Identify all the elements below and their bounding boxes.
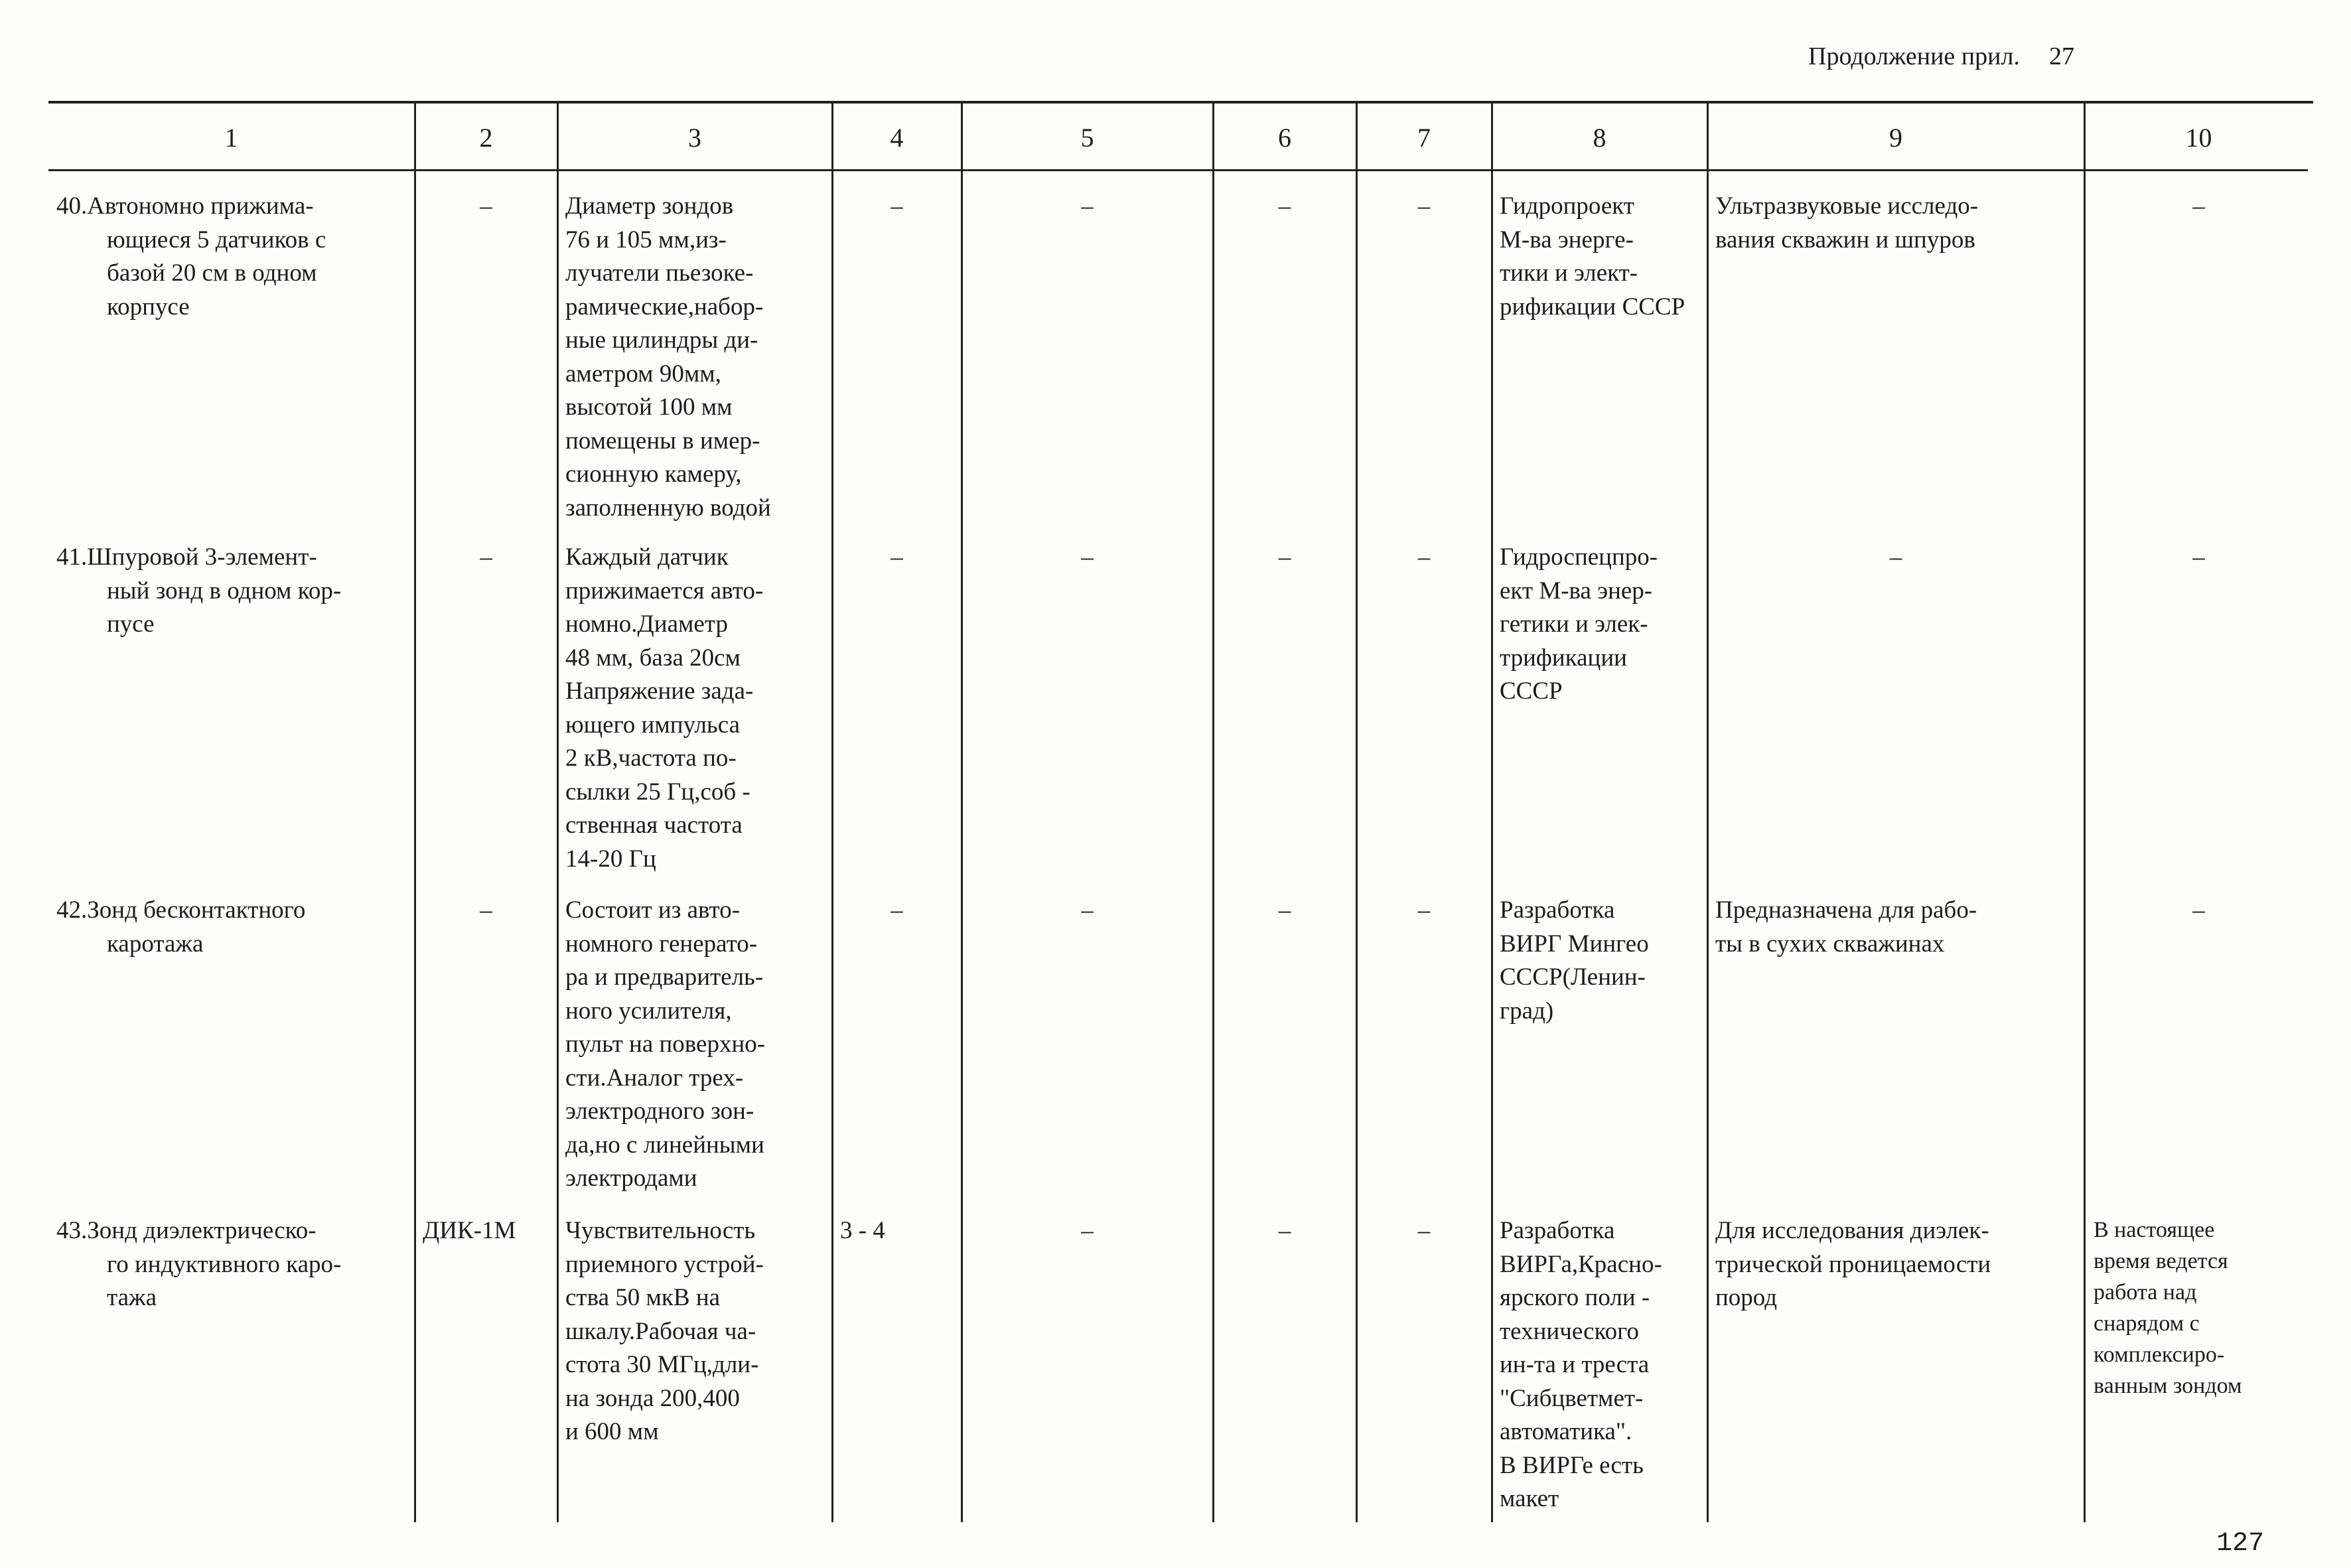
cell-line: работа над (2094, 1280, 2197, 1305)
cell-line: сти.Аналог трех- (565, 1064, 744, 1092)
cell-line: гетики и элек- (1500, 610, 1648, 638)
column-header-7: 7 (1417, 123, 1431, 153)
cell-line: град) (1500, 997, 1554, 1025)
cell-line: ющиеся 5 датчиков с (107, 226, 326, 253)
cell-line: каротажа (107, 930, 204, 958)
cell-line: пульт на поверхно- (565, 1031, 766, 1058)
table-cell-col3 (557, 894, 832, 1196)
cell-line: – (1417, 896, 1431, 924)
table-cell-col9 (1707, 894, 2084, 961)
cell-line: – (891, 896, 903, 924)
column-header-1: 1 (224, 123, 238, 153)
table-cell-col5 (962, 541, 1213, 575)
table-cell-col5 (962, 1214, 1213, 1248)
cell-line: трической проницаемости (1715, 1250, 1991, 1278)
cell-line: – (480, 543, 492, 571)
cell-line: технического (1500, 1317, 1639, 1345)
cell-line: – (1417, 192, 1431, 220)
cell-line: корпусе (107, 293, 190, 321)
table-cell-col4 (832, 190, 962, 224)
cell-line: ные цилиндры ди- (565, 326, 758, 354)
table-cell-col2 (415, 190, 557, 224)
table-cell-col3 (557, 190, 832, 525)
cell-line: базой 20 см в одном (107, 259, 317, 287)
table-cell-col7 (1356, 541, 1492, 575)
column-header-10: 10 (2185, 123, 2212, 153)
cell-line: ства 50 мкВ на (565, 1284, 721, 1311)
cell-line: Гидропроект (1500, 192, 1634, 220)
cell-line: ного усилителя, (565, 997, 732, 1025)
table-cell-col4 (832, 541, 962, 575)
cell-line: СССР (1500, 677, 1563, 705)
cell-line: на зонда 200,400 (565, 1384, 740, 1412)
table-cell-col8 (1492, 894, 1707, 1028)
cell-line: ДИК-1М (423, 1217, 516, 1244)
table-cell-col7 (1356, 190, 1492, 224)
table-cell-col7 (1356, 894, 1492, 928)
table-cell-col10 (2084, 894, 2313, 928)
table-cell-col10 (2084, 1214, 2313, 1401)
cell-line: – (1081, 192, 1094, 220)
cell-line: заполненную водой (565, 494, 771, 522)
cell-line: ванным зондом (2094, 1374, 2242, 1398)
table-cell-col10 (2084, 190, 2313, 224)
table-cell-col5 (962, 190, 1213, 224)
table-cell-col4 (832, 1214, 962, 1248)
cell-line: стота 30 МГц,дли- (565, 1351, 759, 1378)
cell-line: – (480, 192, 492, 220)
cell-line: – (891, 543, 903, 571)
cell-line: го индуктивного каро- (107, 1250, 342, 1278)
cell-line: приемного устрой- (565, 1250, 764, 1278)
cell-line: Напряжение зада- (565, 677, 754, 705)
cell-line: лучатели пьезоке- (565, 259, 754, 287)
table-cell-col1 (48, 541, 414, 642)
cell-line: 43.Зонд диэлектрическо- (56, 1217, 317, 1244)
cell-line: пород (1715, 1284, 1778, 1311)
cell-line: М-ва энерге- (1500, 226, 1634, 253)
cell-line: тажа (107, 1284, 157, 1311)
cell-line: ярского поли - (1500, 1284, 1650, 1311)
cell-line: Каждый датчик (565, 543, 729, 571)
cell-line: – (1889, 543, 1902, 571)
cell-line: 14-20 Гц (565, 845, 656, 873)
table-cell-col7 (1356, 1214, 1492, 1248)
cell-line: Чувствительность (565, 1217, 756, 1244)
cell-line: 42.Зонд бесконтактного (56, 896, 306, 924)
cell-line: макет (1500, 1485, 1559, 1512)
table-cell-col6 (1213, 894, 1356, 928)
cell-line: 48 мм, база 20см (565, 644, 741, 672)
cell-line: – (1278, 1217, 1291, 1244)
cell-line: электродного зон- (565, 1098, 754, 1125)
cell-line: комплексиро- (2094, 1342, 2225, 1367)
cell-line: "Сибцветмет- (1500, 1384, 1644, 1412)
column-header-3: 3 (688, 123, 701, 153)
cell-line: – (1278, 896, 1291, 924)
cell-line: шкалу.Рабочая ча- (565, 1317, 756, 1345)
cell-line: аметром 90мм, (565, 360, 721, 388)
cell-line: – (1081, 543, 1094, 571)
table-cell-col2 (415, 541, 557, 575)
cell-line: ект М-ва энер- (1500, 577, 1653, 605)
cell-line: – (1417, 543, 1431, 571)
cell-line: номного генерато- (565, 930, 758, 958)
table-cell-col8 (1492, 1214, 1707, 1516)
cell-line: ВИРГ Мингео (1500, 930, 1649, 958)
cell-line: высотой 100 мм (565, 393, 733, 421)
cell-line: 2 кВ,частота по- (565, 745, 737, 772)
cell-line: сионную камеру, (565, 461, 742, 488)
cell-line: номно.Диаметр (565, 610, 728, 638)
table-cell-col1 (48, 894, 414, 961)
cell-line: – (1278, 192, 1291, 220)
cell-line: рификации СССР (1500, 293, 1685, 321)
cell-line: – (2192, 896, 2205, 924)
cell-line: ственная частота (565, 812, 743, 839)
cell-line: ты в сухих скважинах (1715, 930, 1945, 958)
table-cell-col6 (1213, 1214, 1356, 1248)
cell-line: – (1278, 543, 1291, 571)
cell-line: помещены в имер- (565, 427, 760, 455)
table-cell-col9 (1707, 541, 2084, 575)
column-header-5: 5 (1080, 123, 1094, 153)
table-cell-col3 (557, 1214, 832, 1449)
table-cell-col2 (415, 894, 557, 928)
page-number: 127 (2216, 1529, 2265, 1559)
table-cell-col9 (1707, 190, 2084, 257)
table-cell-col1 (48, 190, 414, 324)
table-cell-col4 (832, 894, 962, 928)
cell-line: ин-та и треста (1500, 1351, 1650, 1378)
cell-line: 76 и 105 мм,из- (565, 226, 727, 253)
cell-line: – (2192, 192, 2205, 220)
cell-line: – (1081, 896, 1094, 924)
table-cell-col9 (1707, 1214, 2084, 1315)
cell-line: – (1081, 1217, 1094, 1244)
cell-line: 40.Автономно прижима- (56, 192, 314, 220)
cell-line: время ведется (2094, 1249, 2228, 1273)
column-header-4: 4 (890, 123, 904, 153)
cell-line: Ультразвуковые исследо- (1715, 192, 1979, 220)
cell-line: – (1417, 1217, 1431, 1244)
appendix-number: 27 (2048, 42, 2074, 70)
table-cell-col3 (557, 541, 832, 876)
cell-line: 3 - 4 (840, 1217, 885, 1244)
cell-line: ВИРГа,Красно- (1500, 1250, 1662, 1278)
table-cell-col10 (2084, 541, 2313, 575)
cell-line: тики и элект- (1500, 259, 1638, 287)
cell-line: Предназначена для рабо- (1715, 896, 1977, 924)
cell-line: – (2192, 543, 2205, 571)
column-header-6: 6 (1278, 123, 1291, 153)
cell-line: Разработка (1500, 896, 1615, 924)
table-row (0, 1214, 2351, 1512)
cell-line: рамические,набор- (565, 293, 764, 321)
cell-line: электродами (565, 1165, 697, 1192)
cell-line: ный зонд в одном кор- (107, 577, 342, 605)
continuation-label: Продолжение прил. (1808, 42, 2020, 70)
cell-line: – (480, 896, 492, 924)
cell-line: снарядом с (2094, 1311, 2200, 1336)
cell-line: вания скважин и шпуров (1715, 226, 1975, 253)
cell-line: 41.Шпуровой 3-элемент- (56, 543, 317, 571)
table-cell-col8 (1492, 190, 1707, 324)
table-cell-col8 (1492, 541, 1707, 709)
cell-line: прижимается авто- (565, 577, 764, 605)
cell-line: да,но с линейными (565, 1131, 764, 1159)
table-cell-col6 (1213, 541, 1356, 575)
column-header-2: 2 (479, 123, 493, 153)
cell-line: ра и предваритель- (565, 963, 764, 991)
cell-line: ющего импульса (565, 711, 741, 739)
table-cell-col2 (415, 1214, 557, 1248)
cell-line: сылки 25 Гц,соб - (565, 778, 750, 806)
cell-line: Гидроспецпро- (1500, 543, 1658, 571)
cell-line: автоматика". (1500, 1418, 1632, 1445)
table-cell-col1 (48, 1214, 414, 1315)
table-cell-col5 (962, 894, 1213, 928)
cell-line: трификации (1500, 644, 1627, 672)
cell-line: Разработка (1500, 1217, 1615, 1244)
column-header-9: 9 (1889, 123, 1902, 153)
cell-line: СССР(Ленин- (1500, 963, 1646, 991)
cell-line: Диаметр зондов (565, 192, 734, 220)
cell-line: В ВИРГе есть (1500, 1451, 1644, 1479)
cell-line: Состоит из авто- (565, 896, 741, 924)
cell-line: Для исследования диэлек- (1715, 1217, 1989, 1244)
cell-line: пусе (107, 610, 155, 638)
cell-line: В настоящее (2094, 1218, 2215, 1242)
table-cell-col6 (1213, 190, 1356, 224)
cell-line: – (891, 192, 903, 220)
cell-line: и 600 мм (565, 1418, 659, 1445)
column-header-8: 8 (1593, 123, 1606, 153)
